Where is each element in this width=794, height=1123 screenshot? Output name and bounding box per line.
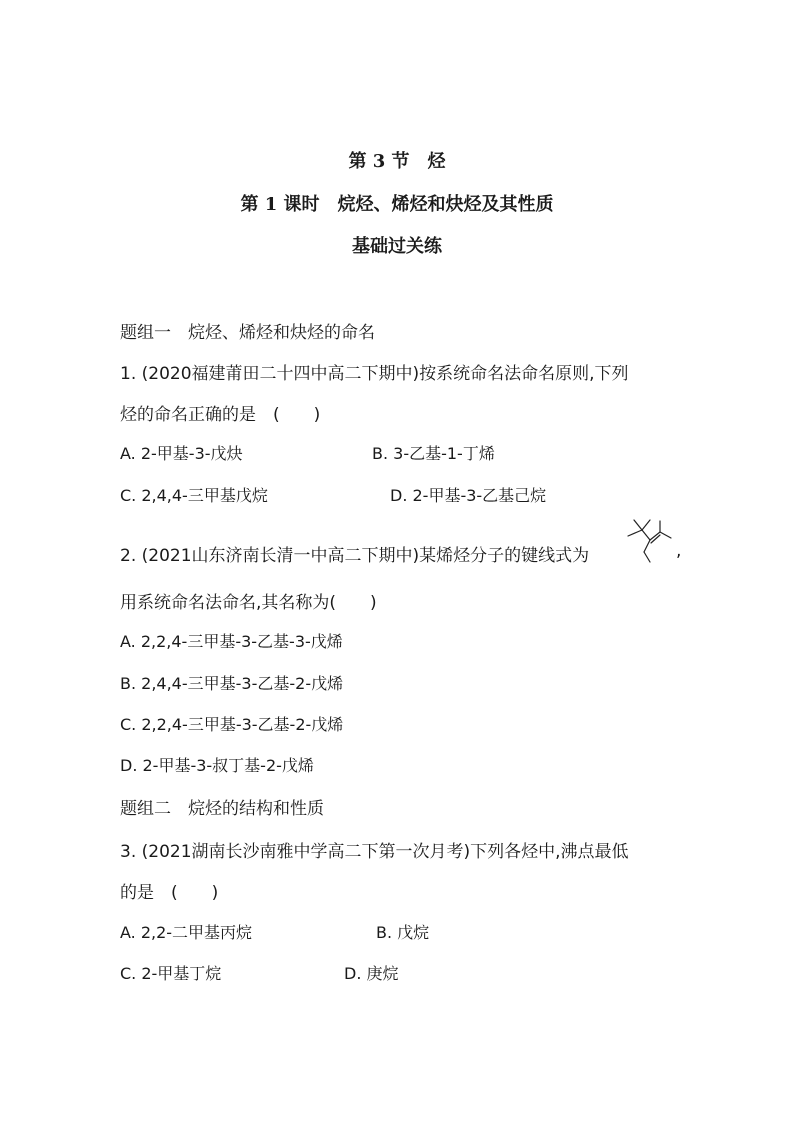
subtitle: 基础过关练 — [352, 236, 442, 257]
question-1-option-c: C. 2,4,4-三甲基戊烷 — [120, 486, 268, 505]
question-3-option-b: B. 戊烷 — [376, 923, 430, 942]
question-2-stem-comma: , — [676, 541, 682, 561]
question-3-option-d: D. 庚烷 — [344, 964, 399, 983]
question-1-option-a: A. 2-甲基-3-戊炔 — [120, 444, 243, 463]
bond-line-structure-diagram — [626, 518, 676, 564]
section-title: 第 3 节 烃 — [348, 151, 446, 172]
question-2-option-a: A. 2,2,4-三甲基-3-乙基-3-戊烯 — [120, 632, 343, 651]
question-3-stem-line1: 3. (2021湖南长沙南雅中学高二下第一次月考)下列各烃中,沸点最低 — [120, 842, 629, 862]
question-3-option-a: A. 2,2-二甲基丙烷 — [120, 923, 253, 942]
question-1-stem-line2: 烃的命名正确的是 ( ) — [120, 405, 321, 425]
question-2-stem-line1: 2. (2021山东济南长清一中高二下期中)某烯烃分子的键线式为 — [120, 546, 590, 566]
question-2-option-d: D. 2-甲基-3-叔丁基-2-戊烯 — [120, 756, 314, 775]
question-3-option-c: C. 2-甲基丁烷 — [120, 964, 222, 983]
group-1-title: 题组一 烷烃、烯烃和炔烃的命名 — [120, 323, 375, 343]
question-1-option-d: D. 2-甲基-3-乙基己烷 — [390, 486, 547, 505]
lesson-title: 第 1 课时 烷烃、烯烃和炔烃及其性质 — [240, 194, 554, 215]
question-2-stem-line2: 用系统命名法命名,其名称为( ) — [120, 593, 377, 613]
question-3-stem-line2: 的是 ( ) — [120, 883, 219, 903]
question-1-option-b: B. 3-乙基-1-丁烯 — [372, 444, 495, 463]
question-2-option-c: C. 2,2,4-三甲基-3-乙基-2-戊烯 — [120, 715, 344, 734]
group-2-title: 题组二 烷烃的结构和性质 — [120, 799, 324, 819]
question-1-stem-line1: 1. (2020福建莆田二十四中高二下期中)按系统命名法命名原则,下列 — [120, 364, 629, 384]
question-2-option-b: B. 2,4,4-三甲基-3-乙基-2-戊烯 — [120, 674, 344, 693]
